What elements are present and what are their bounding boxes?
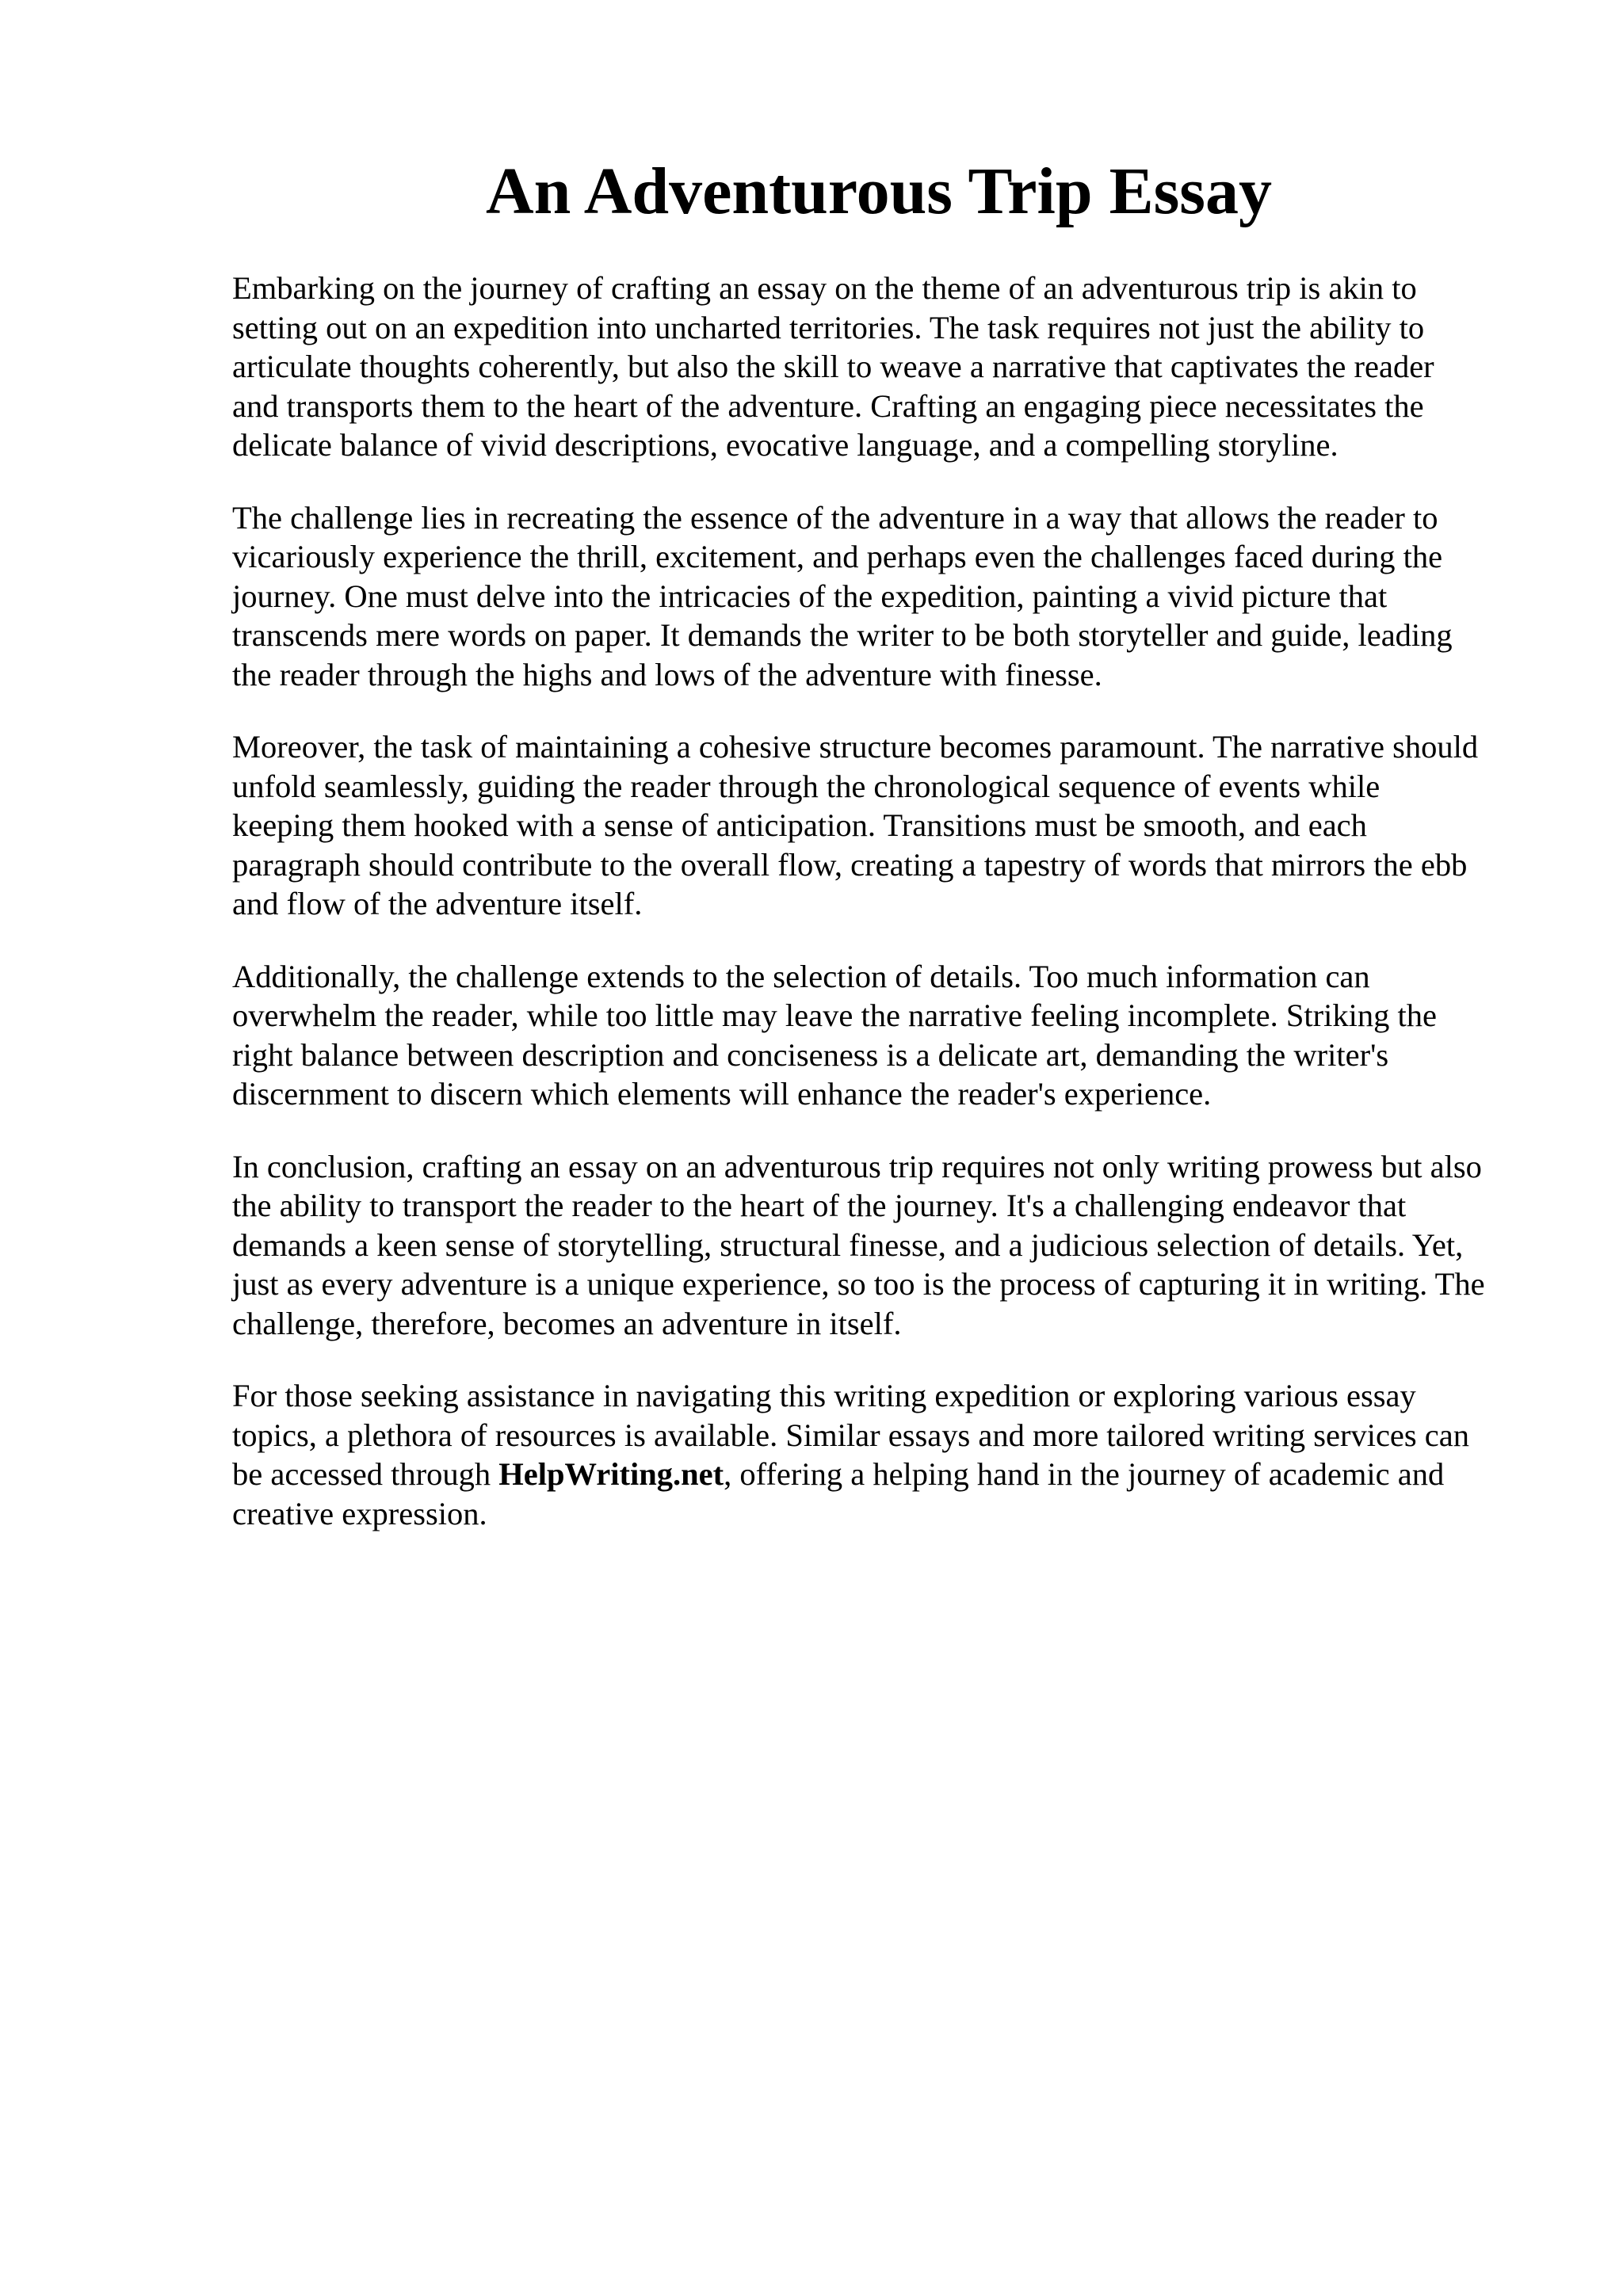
text-line: topics, a plethora of resources is available. Similar essays and more tailored writing services can	[232, 1417, 1469, 1453]
text-line: In conclusion, crafting an essay on an adventurous trip requires not only writing prowess but also	[232, 1148, 1482, 1184]
paragraph-4	[232, 957, 1548, 1114]
text-line: the reader through the highs and lows of the adventure with finesse.	[232, 656, 1102, 692]
text-line: and transports them to the heart of the adventure. Crafting an engaging piece necessitates the	[232, 387, 1424, 424]
text-line: demands a keen sense of storytelling, structural finesse, and a judicious selection of details. Yet,	[232, 1226, 1464, 1263]
text-line: and flow of the adventure itself.	[232, 886, 643, 921]
text-line: transcends mere words on paper. It demands the writer to be both storyteller and guide, leading	[232, 617, 1453, 653]
text-segment: , offering a helping hand in the journey of academic and	[724, 1456, 1445, 1492]
text-line: unfold seamlessly, guiding the reader through the chronological sequence of events while	[232, 768, 1381, 804]
text-line: Moreover, the task of maintaining a cohesive structure becomes paramount. The narrative should	[232, 729, 1479, 765]
document-title: An Adventurous Trip Essay	[485, 154, 1272, 228]
text-line: keeping them hooked with a sense of anticipation. Transitions must be smooth, and each	[232, 807, 1367, 843]
text-line: overwhelm the reader, while too little may leave the narrative feeling incomplete. Striking the	[232, 997, 1437, 1033]
text-line: paragraph should contribute to the overall flow, creating a tapestry of words that mirrors the ebb	[232, 846, 1468, 883]
text-line-with-link	[232, 1455, 1548, 1494]
text-line: discernment to discern which elements will enhance the reader's experience.	[232, 1076, 1212, 1112]
text-line: articulate thoughts coherently, but also the skill to weave a narrative that captivates the reader	[232, 349, 1434, 384]
text-line: the ability to transport the reader to the heart of the journey. It's a challenging endeavor that	[232, 1188, 1407, 1223]
paragraph-2	[232, 498, 1548, 695]
paragraph-3	[232, 727, 1548, 924]
text-line: The challenge lies in recreating the essence of the adventure in a way that allows the reader to	[232, 499, 1438, 536]
text-line: challenge, therefore, becomes an adventure in itself.	[232, 1305, 902, 1341]
helpwriting-brand-text: HelpWriting.net	[498, 1456, 724, 1492]
text-line: setting out on an expedition into uncharted territories. The task requires not just the ability to	[232, 309, 1425, 345]
text-line: Embarking on the journey of crafting an essay on the theme of an adventurous trip is akin to	[232, 270, 1417, 306]
text-line: delicate balance of vivid descriptions, evocative language, and a compelling storyline.	[232, 427, 1338, 463]
text-line: For those seeking assistance in navigating this writing expedition or exploring various essay	[232, 1378, 1416, 1413]
paragraph-5	[232, 1147, 1548, 1344]
text-line: vicariously experience the thrill, excitement, and perhaps even the challenges faced during the	[232, 539, 1443, 574]
essay-body	[232, 269, 1548, 1566]
text-line: just as every adventure is a unique experience, so too is the process of capturing it in writing. The	[232, 1266, 1485, 1302]
text-line: creative expression.	[232, 1495, 487, 1531]
text-line: Additionally, the challenge extends to the selection of details. Too much information can	[232, 958, 1370, 994]
text-segment: be accessed through	[232, 1456, 499, 1492]
closing-paragraph	[232, 1376, 1548, 1533]
text-line: journey. One must delve into the intricacies of the expedition, painting a vivid picture that	[232, 578, 1388, 614]
text-line: right balance between description and conciseness is a delicate art, demanding the writer's	[232, 1036, 1389, 1073]
paragraph-1	[232, 269, 1548, 465]
